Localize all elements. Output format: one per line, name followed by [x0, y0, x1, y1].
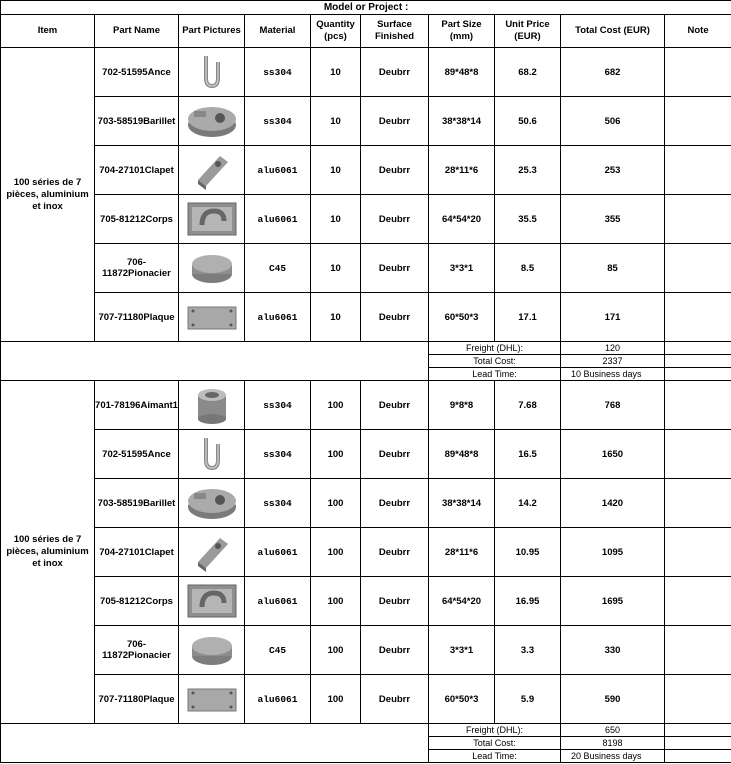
size-cell: 3*3*1: [429, 626, 495, 675]
summary-row-freight: [1, 724, 731, 737]
clapet-icon: [179, 528, 244, 576]
note-cell: [665, 48, 731, 97]
size-cell: 28*11*6: [429, 146, 495, 195]
unit-price-cell: 50.6: [495, 97, 561, 146]
size-cell: 38*38*14: [429, 479, 495, 528]
quantity-cell: 100: [311, 577, 361, 626]
note-cell: [665, 528, 731, 577]
header-part-pictures: Part Pictures: [179, 15, 245, 48]
total-cost-cell: 682: [561, 48, 665, 97]
unit-price-cell: 14.2: [495, 479, 561, 528]
quantity-cell: 10: [311, 195, 361, 244]
part-name-cell: 701-78196Aimant1: [95, 381, 179, 430]
material-cell: ss304: [245, 97, 311, 146]
unit-price-cell: 7.68: [495, 381, 561, 430]
header-size: Part Size (mm): [429, 15, 495, 48]
size-cell: 89*48*8: [429, 48, 495, 97]
surface-cell: Deubrr: [361, 675, 429, 724]
summary-note: [665, 724, 731, 737]
hook-icon: [179, 48, 244, 96]
total-cost-cell: 768: [561, 381, 665, 430]
header-total-cost: Total Cost (EUR): [561, 15, 665, 48]
clapet-icon: [179, 146, 244, 194]
note-cell: [665, 97, 731, 146]
part-picture-cell: [179, 195, 245, 244]
size-cell: 60*50*3: [429, 293, 495, 342]
part-name-cell: 702-51595Ance: [95, 430, 179, 479]
surface-cell: Deubrr: [361, 479, 429, 528]
material-cell: C45: [245, 626, 311, 675]
part-name-cell: 705-81212Corps: [95, 195, 179, 244]
plate-icon: [179, 675, 244, 723]
body-icon: [179, 195, 244, 243]
barrel-icon: [179, 479, 244, 527]
material-cell: alu6061: [245, 675, 311, 724]
unit-price-cell: 25.3: [495, 146, 561, 195]
summary-value-freight: 650: [561, 724, 665, 737]
part-row: [1, 577, 731, 626]
part-name-cell: 703-58519Barillet: [95, 479, 179, 528]
summary-value-total: 8198: [561, 737, 665, 750]
summary-blank: [1, 342, 429, 381]
material-cell: ss304: [245, 381, 311, 430]
part-row: [1, 293, 731, 342]
pin-icon: [179, 244, 244, 292]
magnet-icon: [179, 381, 244, 429]
size-cell: 9*8*8: [429, 381, 495, 430]
quantity-cell: 100: [311, 381, 361, 430]
unit-price-cell: 16.5: [495, 430, 561, 479]
header-unit-price: Unit Price (EUR): [495, 15, 561, 48]
part-picture-cell: [179, 244, 245, 293]
surface-cell: Deubrr: [361, 146, 429, 195]
total-cost-cell: 1695: [561, 577, 665, 626]
surface-cell: Deubrr: [361, 430, 429, 479]
part-picture-cell: [179, 675, 245, 724]
part-row: [1, 430, 731, 479]
quantity-cell: 100: [311, 430, 361, 479]
total-cost-cell: 253: [561, 146, 665, 195]
material-cell: alu6061: [245, 528, 311, 577]
surface-cell: Deubrr: [361, 381, 429, 430]
total-cost-cell: 590: [561, 675, 665, 724]
part-row: [1, 479, 731, 528]
quantity-cell: 10: [311, 48, 361, 97]
summary-row-freight: [1, 342, 731, 355]
part-row: [1, 528, 731, 577]
part-name-cell: 703-58519Barillet: [95, 97, 179, 146]
header-material: Material: [245, 15, 311, 48]
size-cell: 3*3*1: [429, 244, 495, 293]
part-picture-cell: [179, 479, 245, 528]
summary-note: [665, 355, 731, 368]
part-name-cell: 707-71180Plaque: [95, 293, 179, 342]
total-cost-cell: 355: [561, 195, 665, 244]
note-cell: [665, 675, 731, 724]
summary-label-freight: Freight (DHL):: [429, 724, 561, 737]
surface-cell: Deubrr: [361, 626, 429, 675]
part-row: [1, 381, 731, 430]
part-name-cell: 704-27101Clapet: [95, 528, 179, 577]
part-name-cell: 704-27101Clapet: [95, 146, 179, 195]
part-picture-cell: [179, 430, 245, 479]
item-cell: 100 séries de 7 pièces, aluminium et inox: [1, 48, 95, 342]
material-cell: ss304: [245, 430, 311, 479]
summary-label-freight: Freight (DHL):: [429, 342, 561, 355]
total-cost-cell: 506: [561, 97, 665, 146]
quantity-cell: 100: [311, 479, 361, 528]
quantity-cell: 100: [311, 626, 361, 675]
size-cell: 64*54*20: [429, 577, 495, 626]
note-cell: [665, 577, 731, 626]
unit-price-cell: 8.5: [495, 244, 561, 293]
quantity-cell: 10: [311, 146, 361, 195]
part-picture-cell: [179, 48, 245, 97]
material-cell: alu6061: [245, 293, 311, 342]
summary-value-freight: 120: [561, 342, 665, 355]
note-cell: [665, 430, 731, 479]
note-cell: [665, 146, 731, 195]
unit-price-cell: 16.95: [495, 577, 561, 626]
project-title: Model or Project :: [1, 1, 731, 15]
summary-label-lead: Lead Time:: [429, 368, 561, 381]
unit-price-cell: 3.3: [495, 626, 561, 675]
part-row: [1, 675, 731, 724]
note-cell: [665, 479, 731, 528]
size-cell: 60*50*3: [429, 675, 495, 724]
part-picture-cell: [179, 577, 245, 626]
summary-note: [665, 342, 731, 355]
part-row: [1, 626, 731, 675]
part-row: [1, 244, 731, 293]
part-picture-cell: [179, 97, 245, 146]
header-item: Item: [1, 15, 95, 48]
part-picture-cell: [179, 381, 245, 430]
header-quantity: Quantity (pcs): [311, 15, 361, 48]
unit-price-cell: 17.1: [495, 293, 561, 342]
summary-value-lead: 10 Business days: [561, 368, 665, 381]
part-picture-cell: [179, 528, 245, 577]
pin-icon: [179, 626, 244, 674]
material-cell: ss304: [245, 479, 311, 528]
size-cell: 38*38*14: [429, 97, 495, 146]
summary-note: [665, 750, 731, 763]
summary-label-lead: Lead Time:: [429, 750, 561, 763]
summary-blank: [1, 724, 429, 763]
hook-icon: [179, 430, 244, 478]
header-part-name: Part Name: [95, 15, 179, 48]
unit-price-cell: 35.5: [495, 195, 561, 244]
part-name-cell: 706-11872Pionacier: [95, 244, 179, 293]
surface-cell: Deubrr: [361, 97, 429, 146]
part-name-cell: 706-11872Pionacier: [95, 626, 179, 675]
surface-cell: Deubrr: [361, 528, 429, 577]
total-cost-cell: 1650: [561, 430, 665, 479]
surface-cell: Deubrr: [361, 244, 429, 293]
part-row: [1, 146, 731, 195]
unit-price-cell: 68.2: [495, 48, 561, 97]
part-row: [1, 97, 731, 146]
header-surface: Surface Finished: [361, 15, 429, 48]
surface-cell: Deubrr: [361, 293, 429, 342]
quantity-cell: 10: [311, 293, 361, 342]
surface-cell: Deubrr: [361, 577, 429, 626]
unit-price-cell: 5.9: [495, 675, 561, 724]
barrel-icon: [179, 97, 244, 145]
quantity-cell: 100: [311, 528, 361, 577]
unit-price-cell: 10.95: [495, 528, 561, 577]
summary-label-total: Total Cost:: [429, 737, 561, 750]
note-cell: [665, 244, 731, 293]
part-name-cell: 707-71180Plaque: [95, 675, 179, 724]
surface-cell: Deubrr: [361, 195, 429, 244]
size-cell: 89*48*8: [429, 430, 495, 479]
note-cell: [665, 626, 731, 675]
part-picture-cell: [179, 293, 245, 342]
material-cell: ss304: [245, 48, 311, 97]
body-icon: [179, 577, 244, 625]
summary-note: [665, 737, 731, 750]
part-name-cell: 705-81212Corps: [95, 577, 179, 626]
part-row: [1, 48, 731, 97]
part-picture-cell: [179, 146, 245, 195]
plate-icon: [179, 293, 244, 341]
part-picture-cell: [179, 626, 245, 675]
summary-note: [665, 368, 731, 381]
size-cell: 28*11*6: [429, 528, 495, 577]
total-cost-cell: 85: [561, 244, 665, 293]
total-cost-cell: 171: [561, 293, 665, 342]
item-cell: 100 séries de 7 pièces, aluminium et inox: [1, 381, 95, 724]
note-cell: [665, 195, 731, 244]
material-cell: C45: [245, 244, 311, 293]
total-cost-cell: 1420: [561, 479, 665, 528]
summary-label-total: Total Cost:: [429, 355, 561, 368]
summary-value-lead: 20 Business days: [561, 750, 665, 763]
quantity-cell: 10: [311, 244, 361, 293]
surface-cell: Deubrr: [361, 48, 429, 97]
material-cell: alu6061: [245, 146, 311, 195]
total-cost-cell: 1095: [561, 528, 665, 577]
part-name-cell: 702-51595Ance: [95, 48, 179, 97]
summary-value-total: 2337: [561, 355, 665, 368]
note-cell: [665, 293, 731, 342]
material-cell: alu6061: [245, 577, 311, 626]
size-cell: 64*54*20: [429, 195, 495, 244]
material-cell: alu6061: [245, 195, 311, 244]
quantity-cell: 10: [311, 97, 361, 146]
header-note: Note: [665, 15, 731, 48]
total-cost-cell: 330: [561, 626, 665, 675]
header-row: [1, 15, 731, 48]
quantity-cell: 100: [311, 675, 361, 724]
part-row: [1, 195, 731, 244]
note-cell: [665, 381, 731, 430]
